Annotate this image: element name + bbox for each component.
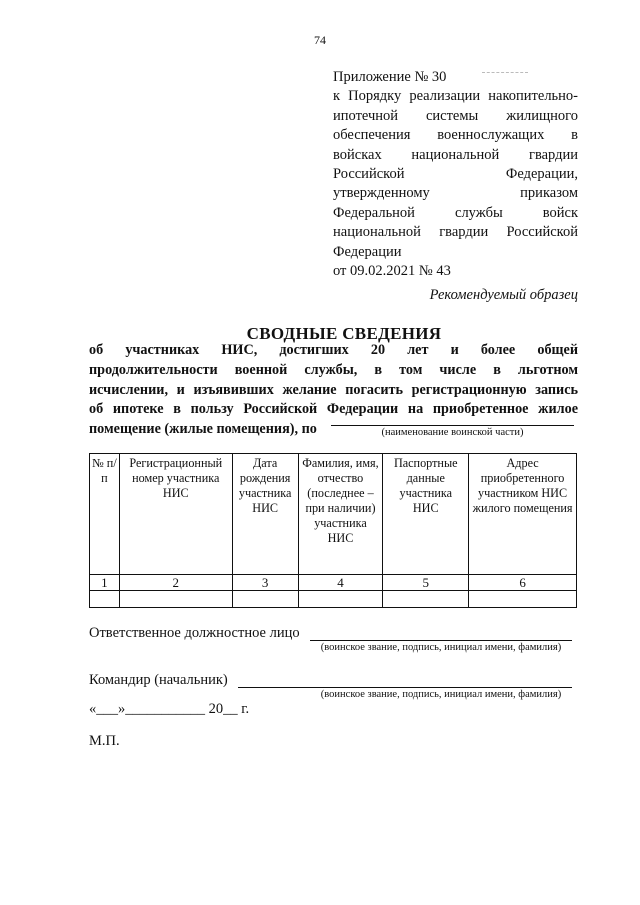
column-number-cell: 2 (119, 575, 232, 591)
commander-caption: (воинское звание, подпись, инициал имени, фамилия) (320, 689, 562, 700)
column-header-birth-date: Дата рождения участника НИС (232, 454, 298, 575)
column-number-cell: 3 (232, 575, 298, 591)
appendix-line: от 09.02.2021 № 43 (333, 263, 451, 280)
seal-place-label: М.П. (89, 733, 120, 749)
column-header-registration-number: Регистрационный номер участника НИС (119, 454, 232, 575)
subtitle-line: исчислении, и изъявивших желание погасить регистрационную запись (89, 381, 578, 398)
column-number-cell: 1 (90, 575, 120, 591)
appendix-line: ипотечной системы жилищного (333, 107, 578, 124)
column-header-full-name: Фамилия, имя, отчество (последнее – при наличии) участника НИС (298, 454, 383, 575)
date-field[interactable]: «___»___________ 20__ г. (89, 701, 250, 717)
subtitle-line: об ипотеке в пользу Российской Федерации на приобретенное жилое (89, 401, 578, 418)
appendix-line: к Порядку реализации накопительно- (333, 88, 578, 105)
military-unit-field[interactable] (331, 425, 574, 426)
military-unit-caption: (наименование воинской части) (381, 427, 524, 438)
column-header-number: № п/п (90, 454, 120, 575)
table-row (90, 575, 577, 591)
responsible-officer-label: Ответственное должностное лицо (89, 625, 300, 641)
table-header-row (90, 454, 577, 575)
column-number-cell: 5 (383, 575, 469, 591)
table-cell[interactable] (469, 591, 577, 608)
column-number-cell: 4 (298, 575, 383, 591)
appendix-line: Российской Федерации, (333, 166, 578, 183)
table-cell[interactable] (383, 591, 469, 608)
document-title: СВОДНЫЕ СВЕДЕНИЯ (246, 324, 442, 343)
participants-table (89, 453, 577, 608)
responsible-officer-signature-field[interactable] (310, 640, 572, 641)
appendix-line: национальной гвардии Российской (333, 224, 578, 241)
appendix-line: утвержденному приказом (333, 185, 578, 202)
commander-signature-field[interactable] (238, 687, 572, 688)
appendix-line: Федеральной службы войск (333, 204, 578, 221)
appendix-line: Приложение № 30 (333, 69, 447, 85)
recommended-sample-note: Рекомендуемый образец (429, 287, 578, 303)
page-number: 74 (314, 33, 326, 47)
table-cell[interactable] (119, 591, 232, 608)
subtitle-line: продолжительности военной службы, в том числе в льготном (89, 361, 578, 378)
appendix-line: обеспечения военнослужащих в (333, 127, 578, 144)
appendix-block (333, 68, 578, 281)
table-cell[interactable] (232, 591, 298, 608)
table-row[interactable] (90, 591, 577, 608)
responsible-officer-caption: (воинское звание, подпись, инициал имени, фамилия) (320, 642, 562, 653)
column-header-passport: Паспортные данные участника НИС (383, 454, 469, 575)
appendix-line: Федерации (333, 243, 402, 260)
column-header-address: Адрес приобретенного участником НИС жилого помещения (469, 454, 577, 575)
appendix-line: войсках национальной гвардии (333, 146, 578, 163)
column-number-cell: 6 (469, 575, 577, 591)
subtitle-line: помещение (жилые помещения), по (89, 421, 317, 438)
table-cell[interactable] (90, 591, 120, 608)
table-cell[interactable] (298, 591, 383, 608)
commander-label: Командир (начальник) (89, 672, 228, 688)
subtitle-line: об участниках НИС, достигших 20 лет и более общей (89, 342, 578, 358)
